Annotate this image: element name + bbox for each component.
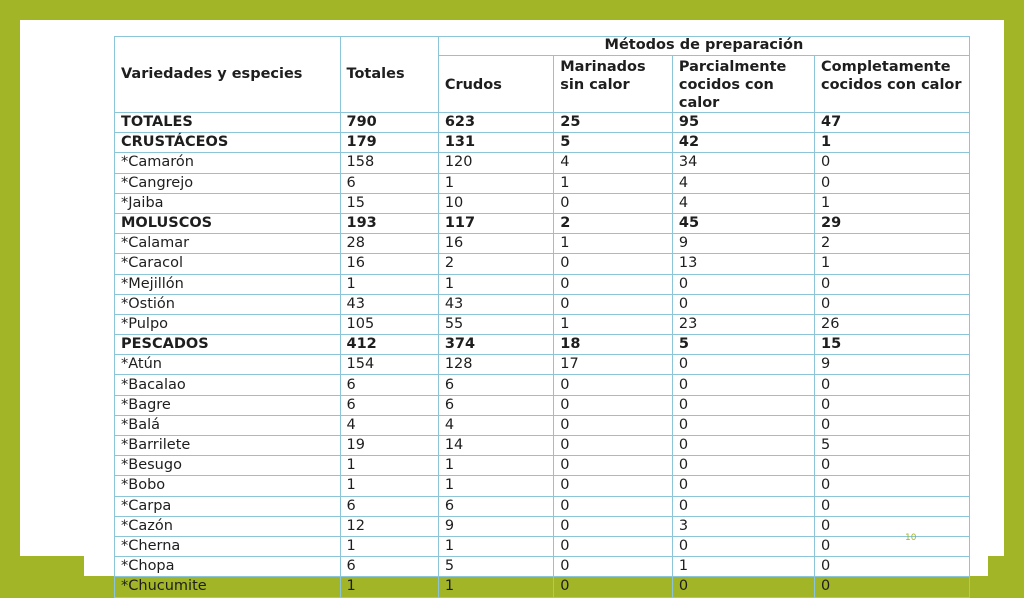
- value-cell: 117: [438, 213, 553, 233]
- value-cell: 0: [815, 476, 970, 496]
- value-cell: 1: [340, 476, 438, 496]
- value-cell: 15: [815, 335, 970, 355]
- value-cell: 374: [438, 335, 553, 355]
- value-cell: 12: [340, 516, 438, 536]
- value-cell: 154: [340, 355, 438, 375]
- value-cell: 1: [340, 577, 438, 597]
- value-cell: 0: [554, 577, 673, 597]
- table-row: [115, 173, 970, 193]
- row-label-cell: TOTALES: [115, 113, 341, 133]
- value-cell: 623: [438, 113, 553, 133]
- value-cell: 105: [340, 314, 438, 334]
- table-row: [115, 193, 970, 213]
- row-label-cell: *Cangrejo: [115, 173, 341, 193]
- value-cell: 1: [340, 536, 438, 556]
- value-cell: 0: [672, 415, 814, 435]
- value-cell: 34: [672, 153, 814, 173]
- value-cell: 0: [672, 375, 814, 395]
- value-cell: 0: [672, 496, 814, 516]
- value-cell: 4: [438, 415, 553, 435]
- row-label-cell: *Carpa: [115, 496, 341, 516]
- value-cell: 0: [815, 496, 970, 516]
- value-cell: 4: [672, 173, 814, 193]
- value-cell: 0: [672, 456, 814, 476]
- row-label-cell: *Pulpo: [115, 314, 341, 334]
- table-container: [114, 36, 970, 595]
- row-label-cell: *Caracol: [115, 254, 341, 274]
- value-cell: 5: [815, 436, 970, 456]
- value-cell: 1: [815, 133, 970, 153]
- row-label-cell: *Camarón: [115, 153, 341, 173]
- value-cell: 6: [340, 375, 438, 395]
- value-cell: 0: [554, 436, 673, 456]
- header-parcial: Parcialmente cocidos con calor: [672, 56, 814, 113]
- value-cell: 19: [340, 436, 438, 456]
- value-cell: 17: [554, 355, 673, 375]
- table-row: [115, 133, 970, 153]
- table-row: [115, 355, 970, 375]
- value-cell: 6: [340, 395, 438, 415]
- value-cell: 193: [340, 213, 438, 233]
- value-cell: 0: [815, 516, 970, 536]
- value-cell: 1: [672, 557, 814, 577]
- value-cell: 0: [815, 415, 970, 435]
- table-row: [115, 213, 970, 233]
- row-label-cell: *Besugo: [115, 456, 341, 476]
- value-cell: 6: [438, 395, 553, 415]
- value-cell: 6: [340, 496, 438, 516]
- value-cell: 2: [438, 254, 553, 274]
- value-cell: 0: [672, 274, 814, 294]
- value-cell: 9: [438, 516, 553, 536]
- value-cell: 0: [672, 355, 814, 375]
- value-cell: 120: [438, 153, 553, 173]
- table-header: [115, 37, 970, 113]
- value-cell: 15: [340, 193, 438, 213]
- value-cell: 26: [815, 314, 970, 334]
- row-label-cell: *Bagre: [115, 395, 341, 415]
- value-cell: 0: [815, 294, 970, 314]
- value-cell: 0: [554, 557, 673, 577]
- value-cell: 0: [554, 516, 673, 536]
- row-label-cell: *Bobo: [115, 476, 341, 496]
- table-row: [115, 557, 970, 577]
- value-cell: 0: [672, 536, 814, 556]
- row-label-cell: *Cazón: [115, 516, 341, 536]
- value-cell: 0: [672, 476, 814, 496]
- row-label-cell: *Barrilete: [115, 436, 341, 456]
- value-cell: 1: [340, 274, 438, 294]
- row-label-cell: *Bacalao: [115, 375, 341, 395]
- row-label-cell: *Ostión: [115, 294, 341, 314]
- row-label-cell: PESCADOS: [115, 335, 341, 355]
- value-cell: 0: [815, 577, 970, 597]
- value-cell: 0: [815, 557, 970, 577]
- value-cell: 25: [554, 113, 673, 133]
- value-cell: 29: [815, 213, 970, 233]
- value-cell: 16: [438, 234, 553, 254]
- value-cell: 55: [438, 314, 553, 334]
- table-row: [115, 395, 970, 415]
- value-cell: 2: [815, 234, 970, 254]
- value-cell: 43: [340, 294, 438, 314]
- table-row: [115, 415, 970, 435]
- header-marinados: Marinados sin calor: [554, 56, 673, 113]
- value-cell: 0: [815, 456, 970, 476]
- value-cell: 0: [554, 536, 673, 556]
- value-cell: 1: [438, 456, 553, 476]
- value-cell: 13: [672, 254, 814, 274]
- value-cell: 6: [438, 375, 553, 395]
- value-cell: 0: [815, 536, 970, 556]
- table-row: [115, 274, 970, 294]
- value-cell: 412: [340, 335, 438, 355]
- header-metodos: Métodos de preparación: [438, 37, 969, 56]
- table-row: [115, 577, 970, 597]
- table-row: [115, 516, 970, 536]
- value-cell: 4: [672, 193, 814, 213]
- value-cell: 0: [815, 173, 970, 193]
- table-row: [115, 456, 970, 476]
- header-completo: Completamente cocidos con calor: [815, 56, 970, 113]
- value-cell: 1: [815, 254, 970, 274]
- value-cell: 45: [672, 213, 814, 233]
- value-cell: 0: [672, 577, 814, 597]
- row-label-cell: *Atún: [115, 355, 341, 375]
- value-cell: 6: [340, 173, 438, 193]
- value-cell: 4: [340, 415, 438, 435]
- row-label-cell: *Mejillón: [115, 274, 341, 294]
- value-cell: 1: [438, 476, 553, 496]
- value-cell: 1: [438, 274, 553, 294]
- value-cell: 3: [672, 516, 814, 536]
- value-cell: 0: [554, 395, 673, 415]
- table-row: [115, 294, 970, 314]
- table-row: [115, 314, 970, 334]
- value-cell: 1: [438, 173, 553, 193]
- value-cell: 18: [554, 335, 673, 355]
- value-cell: 128: [438, 355, 553, 375]
- value-cell: 2: [554, 213, 673, 233]
- value-cell: 1: [340, 456, 438, 476]
- value-cell: 23: [672, 314, 814, 334]
- value-cell: 28: [340, 234, 438, 254]
- value-cell: 1: [554, 314, 673, 334]
- row-label-cell: *Balá: [115, 415, 341, 435]
- value-cell: 5: [672, 335, 814, 355]
- value-cell: 1: [815, 193, 970, 213]
- value-cell: 5: [438, 557, 553, 577]
- value-cell: 47: [815, 113, 970, 133]
- table-row: [115, 153, 970, 173]
- table-row: [115, 536, 970, 556]
- value-cell: 0: [554, 476, 673, 496]
- value-cell: 9: [672, 234, 814, 254]
- value-cell: 16: [340, 254, 438, 274]
- value-cell: 1: [554, 234, 673, 254]
- table-row: [115, 375, 970, 395]
- table-row: [115, 234, 970, 254]
- value-cell: 0: [554, 274, 673, 294]
- value-cell: 9: [815, 355, 970, 375]
- row-label-cell: *Chucumite: [115, 577, 341, 597]
- value-cell: 158: [340, 153, 438, 173]
- value-cell: 4: [554, 153, 673, 173]
- preparation-methods-table: [114, 36, 970, 598]
- value-cell: 0: [672, 294, 814, 314]
- header-crudos: Crudos: [438, 56, 553, 113]
- value-cell: 0: [815, 375, 970, 395]
- table-body: [115, 113, 970, 598]
- value-cell: 0: [554, 375, 673, 395]
- value-cell: 1: [438, 577, 553, 597]
- value-cell: 0: [815, 274, 970, 294]
- value-cell: 6: [438, 496, 553, 516]
- value-cell: 6: [340, 557, 438, 577]
- value-cell: 131: [438, 133, 553, 153]
- value-cell: 95: [672, 113, 814, 133]
- row-label-cell: *Jaiba: [115, 193, 341, 213]
- row-label-cell: *Chopa: [115, 557, 341, 577]
- header-variedades: Variedades y especies: [115, 37, 341, 113]
- value-cell: 0: [554, 496, 673, 516]
- row-label-cell: *Calamar: [115, 234, 341, 254]
- table-row: [115, 496, 970, 516]
- row-label-cell: CRUSTÁCEOS: [115, 133, 341, 153]
- value-cell: 10: [438, 193, 553, 213]
- value-cell: 5: [554, 133, 673, 153]
- value-cell: 0: [554, 193, 673, 213]
- value-cell: 0: [554, 294, 673, 314]
- page-number: 10: [905, 533, 917, 543]
- value-cell: 1: [438, 536, 553, 556]
- value-cell: 790: [340, 113, 438, 133]
- value-cell: 179: [340, 133, 438, 153]
- row-label-cell: *Cherna: [115, 536, 341, 556]
- value-cell: 0: [815, 153, 970, 173]
- table-row: [115, 436, 970, 456]
- table-row: [115, 113, 970, 133]
- value-cell: 0: [554, 456, 673, 476]
- value-cell: 0: [554, 254, 673, 274]
- header-totales: Totales: [340, 37, 438, 113]
- value-cell: 0: [815, 395, 970, 415]
- table-row: [115, 335, 970, 355]
- value-cell: 0: [672, 395, 814, 415]
- value-cell: 42: [672, 133, 814, 153]
- row-label-cell: MOLUSCOS: [115, 213, 341, 233]
- value-cell: 43: [438, 294, 553, 314]
- value-cell: 1: [554, 173, 673, 193]
- value-cell: 0: [672, 436, 814, 456]
- table-row: [115, 476, 970, 496]
- table-row: [115, 254, 970, 274]
- value-cell: 0: [554, 415, 673, 435]
- value-cell: 14: [438, 436, 553, 456]
